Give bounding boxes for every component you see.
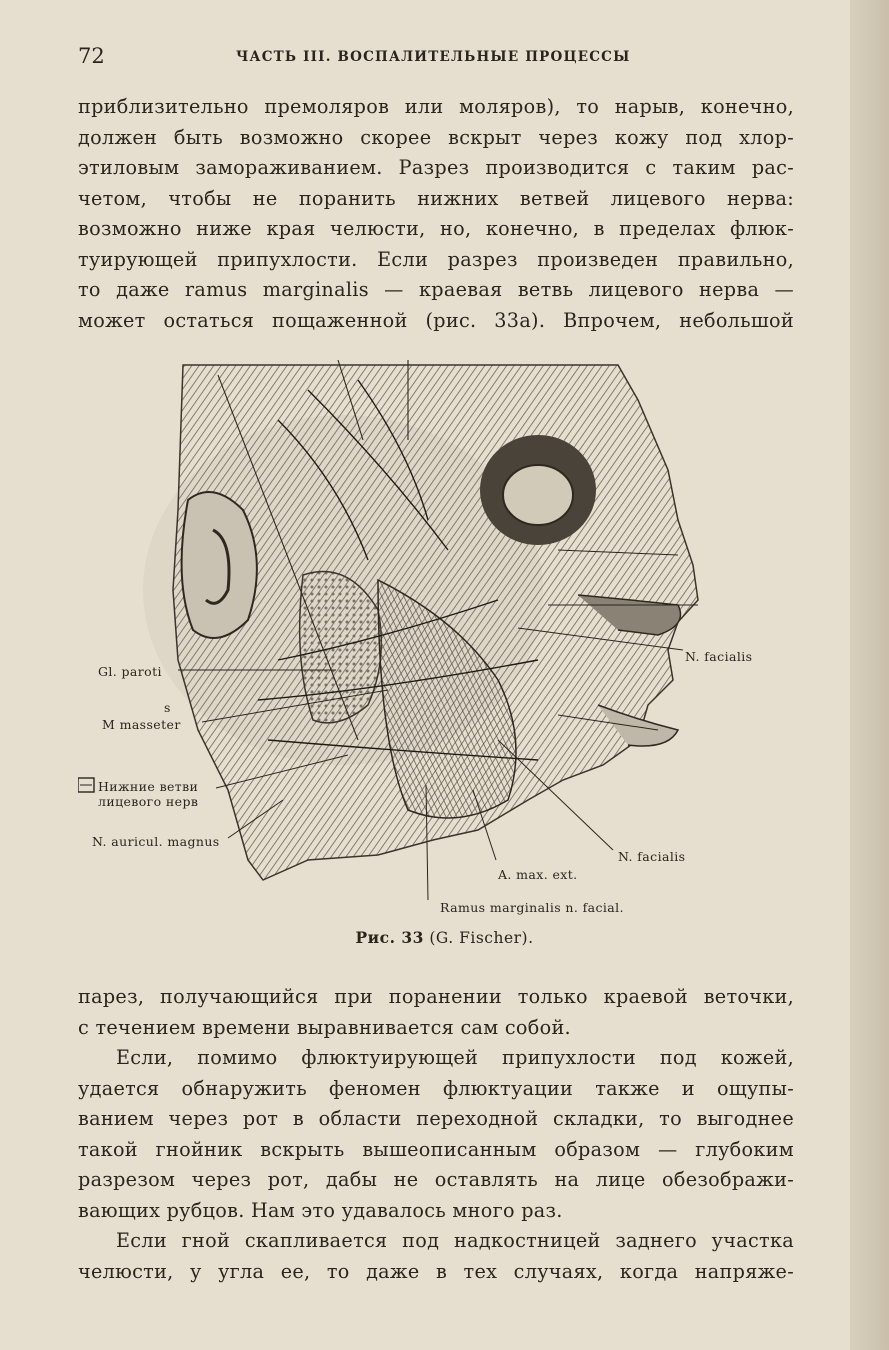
label-n-facialis-lower: N. facialis — [618, 849, 686, 864]
text-line: четом, чтобы не поранить нижних ветвей лицевого нерва: — [78, 186, 794, 210]
label-gl-parotis: Gl. paroti — [98, 664, 162, 679]
label-gl-parotis-s: s — [164, 700, 171, 715]
text-line: должен быть возможно скорее вскрыт через кожу под хлор- — [78, 125, 794, 149]
text-line: Если, помимо флюктуирующей припухлости под кожей, — [116, 1046, 794, 1069]
text-line: с течением времени выравнивается сам собой. — [78, 1015, 571, 1039]
caption-number: Рис. 33 — [355, 928, 424, 947]
text-line: вающих рубцов. Нам это удавалось много раз. — [78, 1198, 563, 1222]
paragraph-top — [78, 92, 794, 336]
running-head: ЧАСТЬ III. ВОСПАЛИТЕЛЬНЫЕ ПРОЦЕССЫ — [236, 49, 631, 65]
figure-caption — [0, 928, 889, 947]
text-line: то даже ramus marginalis — краевая ветвь лицевого нерва — — [78, 278, 794, 301]
text-line: удается обнаружить феномен флюктуации также и ощупы- — [78, 1076, 794, 1100]
caption-source: (G. Fischer). — [423, 929, 534, 947]
anatomical-figure — [78, 360, 794, 920]
label-ramus-marginalis: Ramus marginalis n. facial. — [440, 900, 624, 915]
text-line: такой гнойник вскрыть вышеописанным образом — глубоким — [78, 1137, 794, 1161]
text-line: ванием через рот в области переходной складки, то выгоднее — [78, 1107, 794, 1130]
paragraph-bottom — [78, 982, 794, 1043]
label-lower-branches-1: Нижние ветви — [98, 779, 199, 794]
text-line: может остаться пощаженной (рис. 33а). Впрочем, небольшой — [78, 308, 794, 332]
label-n-auricul-magnus: N. auricul. magnus — [92, 834, 220, 849]
paragraph-3 — [78, 1226, 794, 1287]
text-line: туирующей припухлости. Если разрез произведен правильно, — [78, 247, 794, 271]
label-m-masseter: M masseter — [102, 717, 181, 732]
label-lower-branches-2: лицевого нерв — [98, 794, 199, 809]
page-number: 72 — [78, 44, 105, 68]
page-header — [78, 44, 793, 72]
text-line: этиловым замораживанием. Разрез производится с таким рас- — [78, 156, 794, 179]
page-edge — [850, 0, 889, 1350]
text-line: парез, получающийся при поранении только краевой веточки, — [78, 985, 794, 1008]
text-line: разрезом через рот, дабы не оставлять на лице обезображи- — [78, 1168, 794, 1191]
text-line: Если гной скапливается под надкостницей заднего участка — [116, 1229, 794, 1252]
label-a-max-ext: A. max. ext. — [498, 867, 578, 882]
text-line: челюсти, у угла ее, то даже в тех случаях, когда напряже- — [78, 1259, 794, 1283]
label-n-facialis-upper: N. facialis — [685, 649, 753, 664]
text-line: возможно ниже края челюсти, но, конечно, в пределах флюк- — [78, 217, 794, 240]
text-line: приблизительно премоляров или моляров), то нарыв, конечно, — [78, 95, 794, 118]
paragraph-2 — [78, 1043, 794, 1226]
